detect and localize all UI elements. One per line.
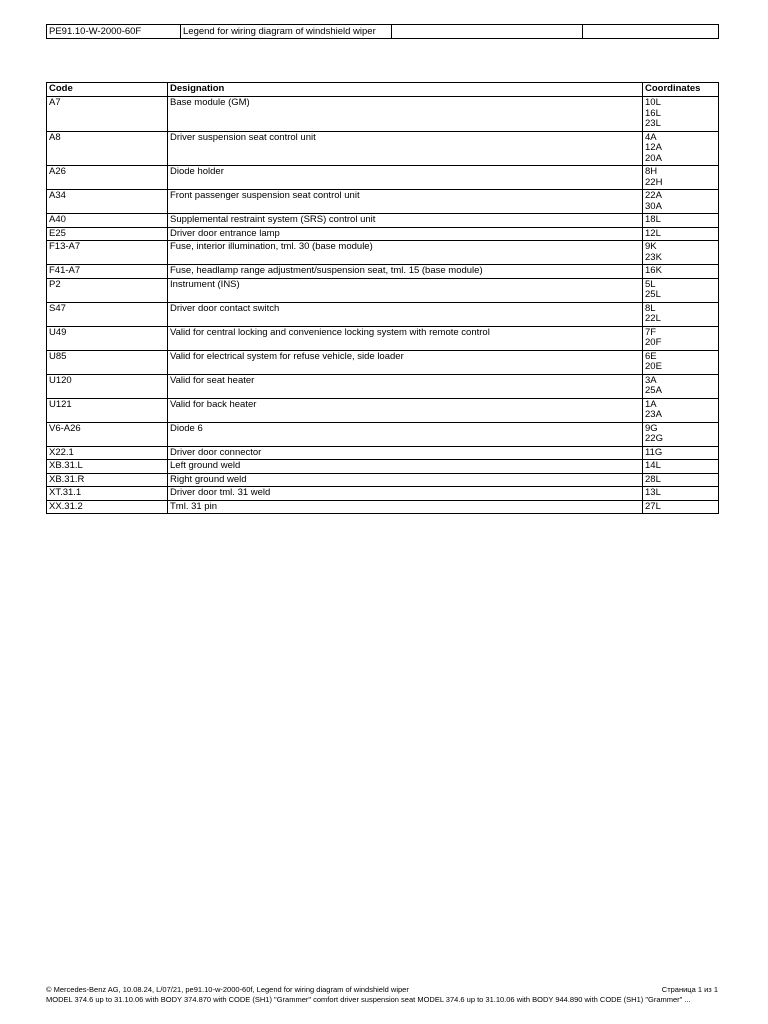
table-row bbox=[47, 97, 719, 132]
component-coordinates bbox=[643, 131, 719, 166]
component-designation: Fuse, headlamp range adjustment/suspension seat, tml. 15 (base module) bbox=[168, 265, 643, 279]
component-designation: Driver door contact switch bbox=[168, 302, 643, 326]
table-row bbox=[47, 374, 719, 398]
table-body bbox=[47, 97, 719, 514]
header-empty-cell bbox=[392, 25, 583, 39]
coordinate-value: 30A bbox=[645, 200, 662, 212]
coordinate-value: 20E bbox=[645, 361, 662, 372]
coordinate-value: 12L bbox=[645, 227, 661, 239]
table-row bbox=[47, 422, 719, 446]
document-title: Legend for wiring diagram of windshield wiper bbox=[181, 25, 392, 39]
coordinate-value: 12A bbox=[645, 142, 662, 153]
component-code: U49 bbox=[47, 326, 168, 350]
column-header-coordinates: Coordinates bbox=[643, 83, 719, 97]
footer-model-info: MODEL 374.6 up to 31.10.06 with BODY 374.870 with CODE (SH1) "Grammer" comfort driver suspension seat MODEL 374.6 up to 31.10.06 with BODY 944.890 with CODE (SH1) "Grammer" ... bbox=[46, 994, 691, 1004]
coordinate-value: 22H bbox=[645, 176, 663, 188]
column-header-code: Code bbox=[47, 83, 168, 97]
component-code: X22.1 bbox=[47, 446, 168, 460]
component-code: A26 bbox=[47, 166, 168, 190]
coordinate-value: 25L bbox=[645, 289, 661, 300]
component-designation: Fuse, interior illumination, tml. 30 (base module) bbox=[168, 241, 643, 265]
coordinate-value: 13L bbox=[645, 487, 661, 498]
component-code: A8 bbox=[47, 131, 168, 166]
legend-table bbox=[46, 82, 719, 514]
coordinate-value: 20A bbox=[645, 152, 662, 164]
component-code: P2 bbox=[47, 278, 168, 302]
table-row bbox=[47, 326, 719, 350]
component-coordinates bbox=[643, 460, 719, 474]
component-code: F41-A7 bbox=[47, 265, 168, 279]
component-coordinates bbox=[643, 302, 719, 326]
table-row bbox=[47, 166, 719, 190]
coordinate-value: 18L bbox=[645, 214, 661, 225]
component-coordinates bbox=[643, 422, 719, 446]
coordinate-value: 11G bbox=[645, 446, 663, 458]
component-designation: Valid for central locking and convenience locking system with remote control bbox=[168, 326, 643, 350]
component-code: V6-A26 bbox=[47, 422, 168, 446]
component-coordinates bbox=[643, 278, 719, 302]
table-row bbox=[47, 227, 719, 241]
component-designation: Instrument (INS) bbox=[168, 278, 643, 302]
coordinate-value: 23K bbox=[645, 251, 662, 263]
component-designation: Driver suspension seat control unit bbox=[168, 131, 643, 166]
table-row bbox=[47, 265, 719, 279]
page-number: Страница 1 из 1 bbox=[661, 985, 718, 994]
component-code: XB.31.R bbox=[47, 473, 168, 487]
coordinate-value: 3A bbox=[645, 374, 657, 386]
component-code: U120 bbox=[47, 374, 168, 398]
column-header-designation: Designation bbox=[168, 83, 643, 97]
component-designation: Right ground weld bbox=[168, 473, 643, 487]
coordinate-value: 16L bbox=[645, 107, 661, 119]
coordinate-value: 8H bbox=[645, 166, 658, 177]
coordinate-value: 8L bbox=[645, 302, 656, 314]
component-code: F13-A7 bbox=[47, 241, 168, 265]
table-row bbox=[47, 398, 719, 422]
component-coordinates bbox=[643, 350, 719, 374]
coordinate-value: 20F bbox=[645, 337, 662, 348]
coordinate-value: 10L bbox=[645, 97, 661, 108]
component-code: E25 bbox=[47, 227, 168, 241]
component-coordinates bbox=[643, 241, 719, 265]
table-header-row bbox=[47, 83, 719, 97]
coordinate-value: 27L bbox=[645, 500, 661, 512]
coordinate-value: 23L bbox=[645, 118, 661, 129]
component-designation: Driver door connector bbox=[168, 446, 643, 460]
coordinate-value: 14L bbox=[645, 460, 661, 471]
component-designation: Diode holder bbox=[168, 166, 643, 190]
component-code: U121 bbox=[47, 398, 168, 422]
component-coordinates bbox=[643, 398, 719, 422]
footer-copyright: © Mercedes-Benz AG, 10.08.24, L/07/21, pe91.10-w-2000-60f, Legend for wiring diagram of windshield wiper bbox=[46, 985, 409, 994]
component-designation: Left ground weld bbox=[168, 460, 643, 474]
coordinate-value: 9K bbox=[645, 241, 657, 252]
coordinate-value: 1A bbox=[645, 398, 657, 410]
component-code: XB.31.L bbox=[47, 460, 168, 474]
component-code: XT.31.1 bbox=[47, 487, 168, 501]
component-coordinates bbox=[643, 487, 719, 501]
component-designation: Diode 6 bbox=[168, 422, 643, 446]
coordinate-value: 22G bbox=[645, 433, 663, 444]
component-coordinates bbox=[643, 446, 719, 460]
coordinate-value: 9G bbox=[645, 422, 658, 434]
table-row bbox=[47, 190, 719, 214]
component-code: A34 bbox=[47, 190, 168, 214]
coordinate-value: 28L bbox=[645, 473, 661, 485]
component-coordinates bbox=[643, 265, 719, 279]
component-code: U85 bbox=[47, 350, 168, 374]
coordinate-value: 6E bbox=[645, 350, 657, 362]
coordinate-value: 22A bbox=[645, 190, 662, 201]
table-row bbox=[47, 214, 719, 228]
component-coordinates bbox=[643, 500, 719, 514]
document-id: PE91.10-W-2000-60F bbox=[47, 25, 181, 39]
page-footer bbox=[46, 985, 718, 1004]
table-row bbox=[47, 350, 719, 374]
coordinate-value: 25A bbox=[645, 385, 662, 396]
component-coordinates bbox=[643, 166, 719, 190]
component-coordinates bbox=[643, 214, 719, 228]
coordinate-value: 23A bbox=[645, 409, 662, 420]
component-coordinates bbox=[643, 374, 719, 398]
component-code: S47 bbox=[47, 302, 168, 326]
table-row bbox=[47, 500, 719, 514]
component-designation: Valid for back heater bbox=[168, 398, 643, 422]
component-coordinates bbox=[643, 190, 719, 214]
component-designation: Base module (GM) bbox=[168, 97, 643, 132]
coordinate-value: 5L bbox=[645, 278, 656, 290]
component-coordinates bbox=[643, 473, 719, 487]
table-row bbox=[47, 473, 719, 487]
table-row bbox=[47, 131, 719, 166]
component-designation: Supplemental restraint system (SRS) control unit bbox=[168, 214, 643, 228]
coordinate-value: 7F bbox=[645, 326, 657, 338]
component-code: A40 bbox=[47, 214, 168, 228]
component-designation: Driver door entrance lamp bbox=[168, 227, 643, 241]
component-coordinates bbox=[643, 326, 719, 350]
component-designation: Driver door tml. 31 weld bbox=[168, 487, 643, 501]
document-header bbox=[46, 24, 719, 39]
component-code: A7 bbox=[47, 97, 168, 132]
table-row bbox=[47, 446, 719, 460]
component-designation: Valid for electrical system for refuse vehicle, side loader bbox=[168, 350, 643, 374]
table-row bbox=[47, 302, 719, 326]
component-coordinates bbox=[643, 97, 719, 132]
table-row bbox=[47, 241, 719, 265]
component-designation: Front passenger suspension seat control unit bbox=[168, 190, 643, 214]
table-row bbox=[47, 460, 719, 474]
component-code: XX.31.2 bbox=[47, 500, 168, 514]
coordinate-value: 16K bbox=[645, 265, 662, 276]
coordinate-value: 22L bbox=[645, 313, 661, 324]
table-row bbox=[47, 487, 719, 501]
component-designation: Tml. 31 pin bbox=[168, 500, 643, 514]
component-designation: Valid for seat heater bbox=[168, 374, 643, 398]
header-empty-cell bbox=[583, 25, 719, 39]
coordinate-value: 4A bbox=[645, 131, 657, 143]
component-coordinates bbox=[643, 227, 719, 241]
table-row bbox=[47, 278, 719, 302]
